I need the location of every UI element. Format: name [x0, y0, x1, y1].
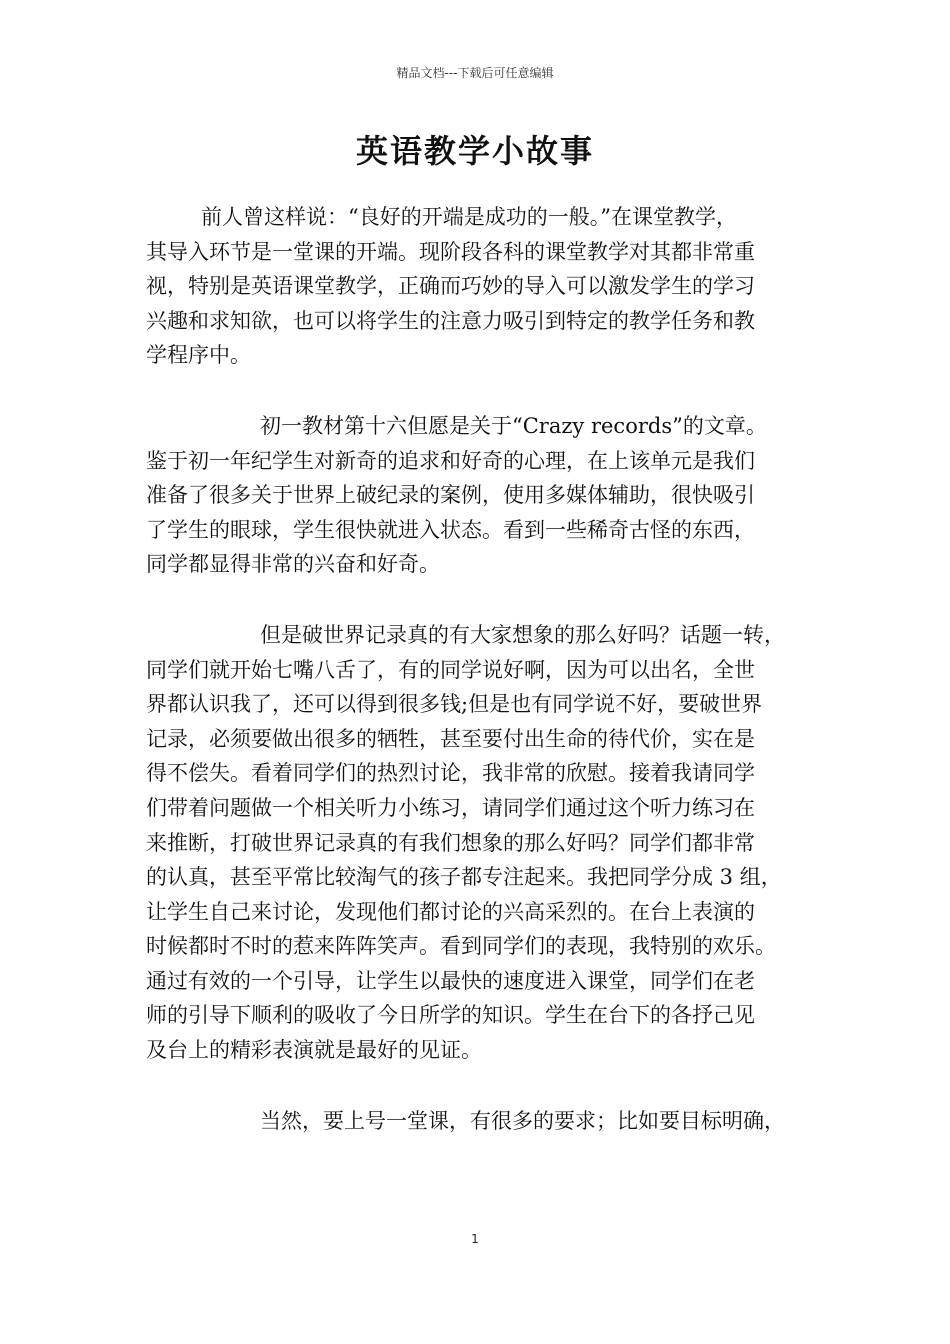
paragraph-line: 通过有效的一个引导，让学生以最快的速度进入课堂，同学们在老	[146, 968, 755, 993]
paragraph-line: 记录，必须要做出很多的牺牲，甚至要付出生命的待代价，实在是	[146, 726, 755, 751]
paragraph-line: 其导入环节是一堂课的开端。现阶段各科的课堂教学对其都非常重	[146, 239, 755, 264]
paragraph-line: 当然，要上号一堂课，有很多的要求；比如要目标明确，	[260, 1108, 785, 1133]
paragraph-line: 初一教材第十六但愿是关于“Crazy records”的文章。	[260, 413, 767, 438]
paragraph-line: 界都认识我了，还可以得到很多钱;但是也有同学说不好，要破世界	[146, 692, 763, 717]
paragraph-line: 了学生的眼球，学生很快就进入状态。看到一些稀奇古怪的东西，	[146, 517, 755, 542]
document-body	[146, 200, 826, 1174]
page-header: 精品文档---下载后可任意编辑	[396, 66, 554, 80]
paragraph-conclusion	[146, 1104, 826, 1139]
paragraph-crazy-records	[146, 409, 826, 582]
document-title: 英语教学小故事	[355, 132, 594, 170]
paragraph-line: 同学们就开始七嘴八舌了，有的同学说好啊，因为可以出名，全世	[146, 657, 755, 682]
page-number: 1	[471, 1232, 479, 1246]
paragraph-line: 但是破世界记录真的有大家想象的那么好吗？话题一转，	[260, 622, 785, 647]
paragraph-line: 让学生自己来讨论，发现他们都讨论的兴高采烈的。在台上表演的	[146, 899, 755, 924]
paragraph-line: 及台上的精彩表演就是最好的见证。	[146, 1038, 482, 1063]
paragraph-line: 来推断，打破世界记录真的有我们想象的那么好吗？同学们都非常	[146, 830, 755, 855]
paragraph-line: 同学都显得非常的兴奋和好奇。	[146, 552, 440, 577]
paragraph-line: 鉴于初一年纪学生对新奇的追求和好奇的心理，在上该单元是我们	[146, 448, 755, 473]
paragraph-line: 时候都时不时的惹来阵阵笑声。看到同学们的表现，我特别的欢乐。	[146, 934, 776, 959]
paragraph-line: 学程序中。	[146, 343, 251, 368]
paragraph-line: 得不偿失。看着同学们的热烈讨论，我非常的欣慰。接着我请同学	[146, 761, 755, 786]
paragraph-line: 兴趣和求知欲，也可以将学生的注意力吸引到特定的教学任务和教	[146, 308, 755, 333]
paragraph-line: 的认真，甚至平常比较淘气的孩子都专注起来。我把同学分成 3 组，	[146, 865, 782, 890]
paragraph-line: 前人曾这样说：“良好的开端是成功的一般。”在课堂教学，	[201, 205, 737, 229]
paragraph-discussion	[146, 618, 826, 1068]
paragraph-line: 准备了很多关于世界上破纪录的案例，使用多媒体辅助，很快吸引	[146, 483, 755, 508]
paragraph-intro	[146, 200, 826, 373]
paragraph-line: 们带着问题做一个相关听力小练习，请同学们通过这个听力练习在	[146, 795, 755, 820]
paragraph-line: 视，特别是英语课堂教学，正确而巧妙的导入可以激发学生的学习	[146, 274, 755, 299]
paragraph-line: 师的引导下顺利的吸收了今日所学的知识。学生在台下的各抒己见	[146, 1003, 755, 1028]
